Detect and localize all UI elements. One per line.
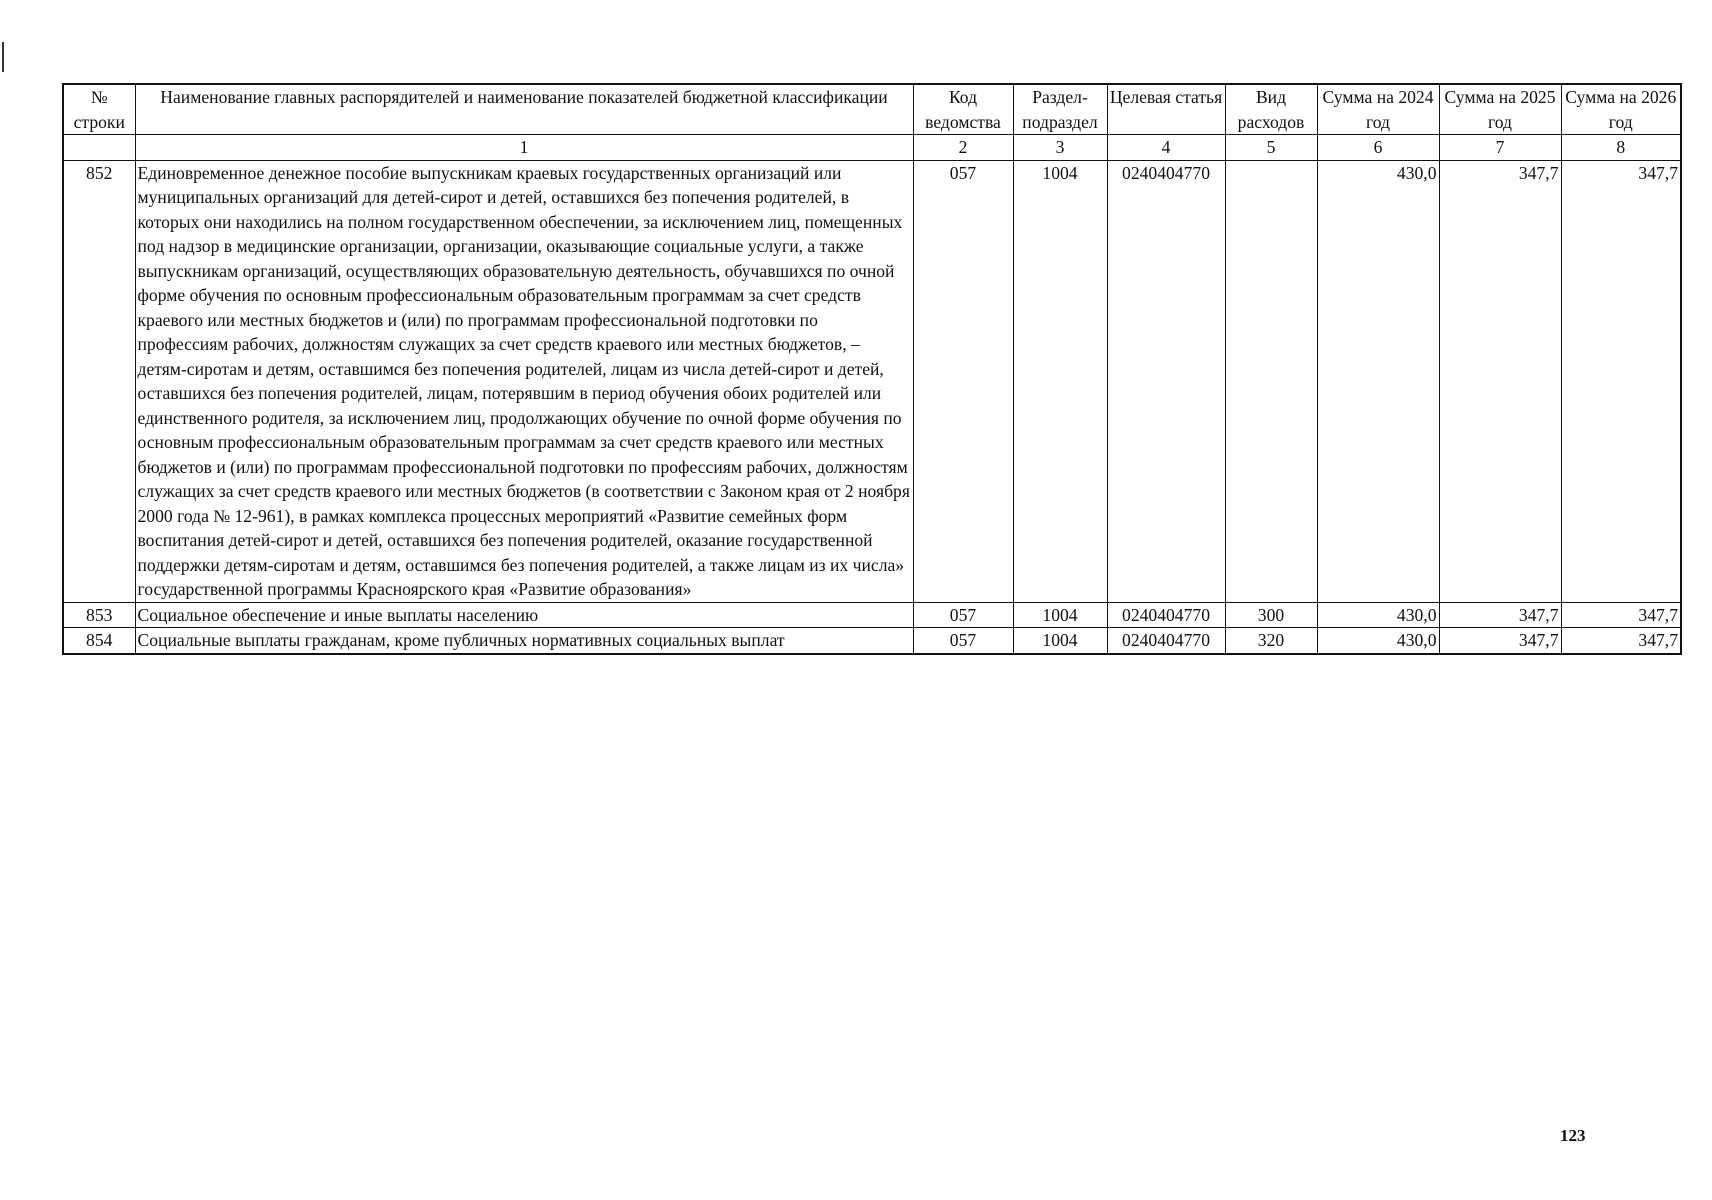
- sum-2025: 347,7: [1439, 628, 1561, 654]
- header-sum-2024: Сумма на 2024 год: [1317, 84, 1439, 135]
- column-number: 4: [1107, 135, 1225, 161]
- row-name: Социальные выплаты гражданам, кроме публичных нормативных социальных выплат: [135, 628, 913, 654]
- row-name: Единовременное денежное пособие выпускникам краевых государственных организаций или муниципальных организаций для детей-сирот и детей, оставшихся без попечения родителей, в которых они находились на полном государственном обеспечении, за исключением лиц, помещенных под надзор в медицинские организации, организации, оказывающие социальные услуги, а также выпускникам организаций, осуществляющих образовательную деятельность, обучавшихся по очной форме обучения по основным профессиональным образовательным программам за счет средств краевого или местных бюджетов и (или) по программам профессиональной подготовки по профессиям рабочих, должностям служащих за счет средств краевого или местных бюджетов, – детям-сиротам и детям, оставшимся без попечения родителей, лицам из числа детей-сирот и детей, оставшихся без попечения родителей, лицам, потерявшим в период обучения обоих родителей или единственного родителя, за исключением лиц, продолжающих обучение по очной форме обучения по основным профессиональным образовательным программам за счет средств краевого или местных бюджетов и (или) по программам профессиональной подготовки по профессиям рабочих, должностям служащих за счет средств краевого или местных бюджетов (в соответствии с Законом края от 2 ноября 2000 года № 12-961), в рамках комплекса процессных мероприятий «Развитие семейных форм воспитания детей-сирот и детей, оставшихся без попечения родителей, оказание государственной поддержки детям-сиротам и детям, оставшимся без попечения родителей, а также лицам из их числа» государственной программы Красноярского края «Развитие образования»: [135, 160, 913, 602]
- column-number-row: [63, 135, 1681, 161]
- expense-type: [1225, 160, 1317, 602]
- header-expense-type: Вид расходов: [1225, 84, 1317, 135]
- sum-2026: 347,7: [1561, 602, 1681, 628]
- sum-2024: 430,0: [1317, 602, 1439, 628]
- column-number: 6: [1317, 135, 1439, 161]
- column-number: 7: [1439, 135, 1561, 161]
- header-name: Наименование главных распорядителей и наименование показателей бюджетной классификации: [135, 84, 913, 135]
- column-number: 5: [1225, 135, 1317, 161]
- dept-code: 057: [913, 602, 1013, 628]
- sum-2024: 430,0: [1317, 628, 1439, 654]
- column-number: 2: [913, 135, 1013, 161]
- header-section: Раздел-подраздел: [1013, 84, 1107, 135]
- header-sum-2025: Сумма на 2025 год: [1439, 84, 1561, 135]
- header-row: [63, 84, 1681, 135]
- row-number: 852: [63, 160, 135, 602]
- header-row-no: № строки: [63, 84, 135, 135]
- row-number: 853: [63, 602, 135, 628]
- page-number: 123: [1560, 1126, 1586, 1145]
- row-name: Социальное обеспечение и иные выплаты населению: [135, 602, 913, 628]
- header-target-article: Целевая статья: [1107, 84, 1225, 135]
- sum-2026: 347,7: [1561, 628, 1681, 654]
- row-number: 854: [63, 628, 135, 654]
- column-number: [63, 135, 135, 161]
- column-number: 1: [135, 135, 913, 161]
- column-number: 8: [1561, 135, 1681, 161]
- sum-2025: 347,7: [1439, 160, 1561, 602]
- target-article: 0240404770: [1107, 628, 1225, 654]
- column-number: 3: [1013, 135, 1107, 161]
- sum-2026: 347,7: [1561, 160, 1681, 602]
- scan-mark: [2, 42, 4, 72]
- target-article: 0240404770: [1107, 602, 1225, 628]
- budget-table: [62, 83, 1682, 655]
- dept-code: 057: [913, 628, 1013, 654]
- dept-code: 057: [913, 160, 1013, 602]
- table-row: [63, 160, 1681, 602]
- section-code: 1004: [1013, 160, 1107, 602]
- section-code: 1004: [1013, 628, 1107, 654]
- table-row: [63, 602, 1681, 628]
- sum-2025: 347,7: [1439, 602, 1561, 628]
- sum-2024: 430,0: [1317, 160, 1439, 602]
- target-article: 0240404770: [1107, 160, 1225, 602]
- header-sum-2026: Сумма на 2026 год: [1561, 84, 1681, 135]
- section-code: 1004: [1013, 602, 1107, 628]
- expense-type: 300: [1225, 602, 1317, 628]
- table-row: [63, 628, 1681, 654]
- header-dept-code: Код ведомства: [913, 84, 1013, 135]
- expense-type: 320: [1225, 628, 1317, 654]
